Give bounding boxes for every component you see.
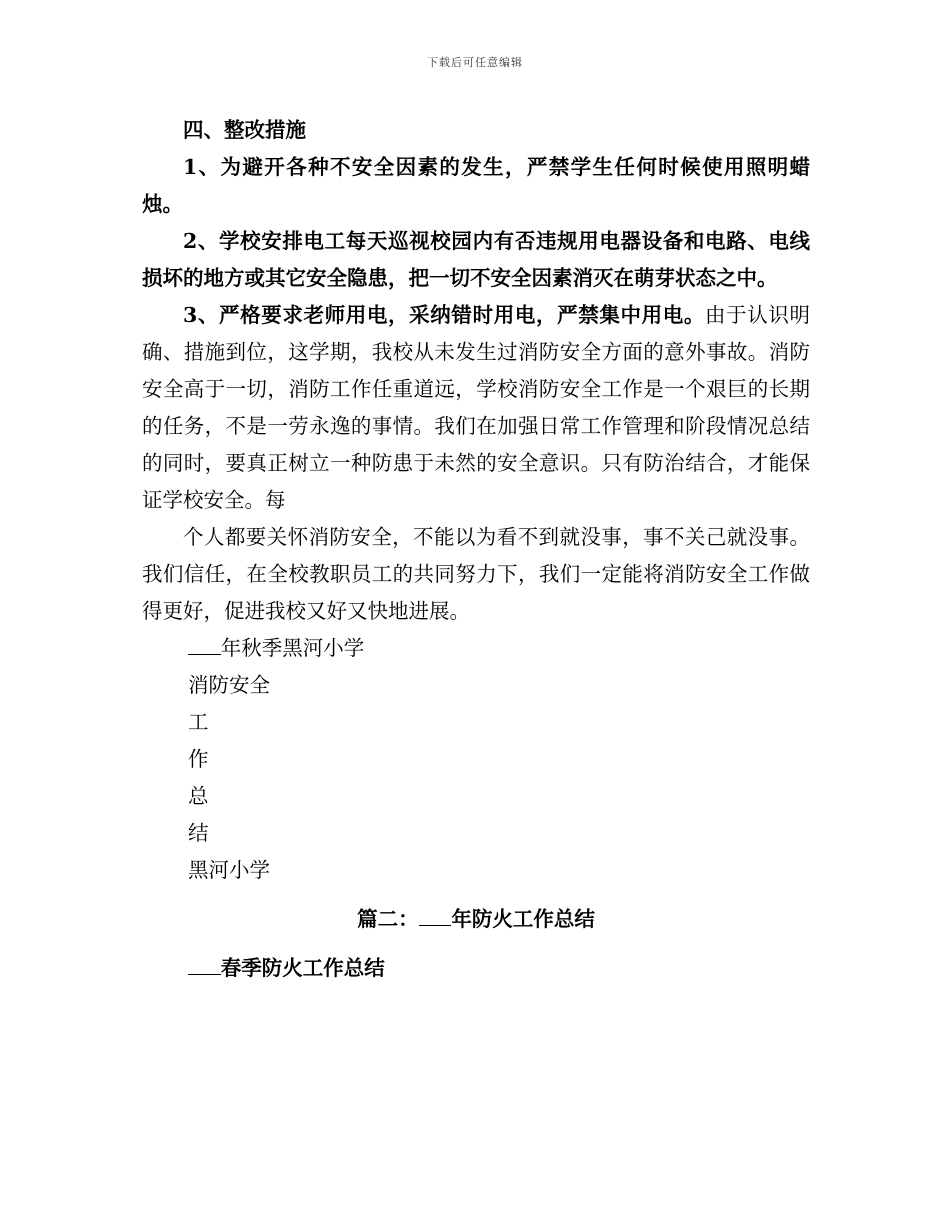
measure-item-2: 2、学校安排电工每天巡视校园内有否违规用电器设备和电路、电线损坏的地方或其它安全隐患，把一切不安全因素消灭在萌芽状态之中。	[142, 229, 810, 290]
measure-item-3-text: 由于认识明确、措施到位，这学期，我校从未发生过消防安全方面的意外事故。消防安全高于一切，消防工作任重道远，学校消防安全工作是一个艰巨的长期的任务，不是一劳永逸的事情。我们在加强日常工作管理和阶段情况总结的同时，要真正树立一种防患于未然的安全意识。只有防治结合，才能保证学校安全。每	[142, 303, 810, 512]
signature-school-line	[142, 630, 810, 667]
part2-year-blank	[419, 907, 452, 926]
signature-line-3: 工	[188, 710, 209, 734]
measure-item-3-lead: 3、严格要求老师用电，采纳错时用电，严禁集中用电。	[183, 303, 705, 327]
signature-line-7: 黑河小学	[188, 858, 270, 882]
signature-school-text: 年秋季黑河小学	[220, 636, 365, 660]
year-blank	[188, 636, 221, 655]
signature-line-5: 总	[188, 784, 209, 808]
page-header: 下载后可任意编辑	[427, 56, 523, 69]
part2-subtitle-blank	[188, 956, 221, 975]
part2-title	[142, 901, 810, 938]
part2-subtitle	[142, 950, 810, 987]
measure-item-3	[142, 297, 810, 519]
document-body	[142, 112, 810, 987]
signature-line-6: 结	[188, 821, 209, 845]
part2-title-prefix: 篇二：	[357, 907, 419, 931]
signature-line-4: 作	[188, 747, 209, 771]
measure-item-1: 1、为避开各种不安全因素的发生，严禁学生任何时候使用照明蜡烛。	[142, 155, 810, 216]
part2-title-suffix: 年防火工作总结	[451, 907, 595, 931]
part2-subtitle-text: 春季防火工作总结	[220, 956, 385, 980]
closing-paragraph: 个人都要关怀消防安全，不能以为看不到就没事，事不关己就没事。我们信任，在全校教职员工的共同努力下，我们一定能将消防安全工作做得更好，促进我校又好又快地进展。	[142, 525, 810, 623]
section-title: 四、整改措施	[183, 118, 306, 142]
signature-line-2: 消防安全	[188, 673, 270, 697]
